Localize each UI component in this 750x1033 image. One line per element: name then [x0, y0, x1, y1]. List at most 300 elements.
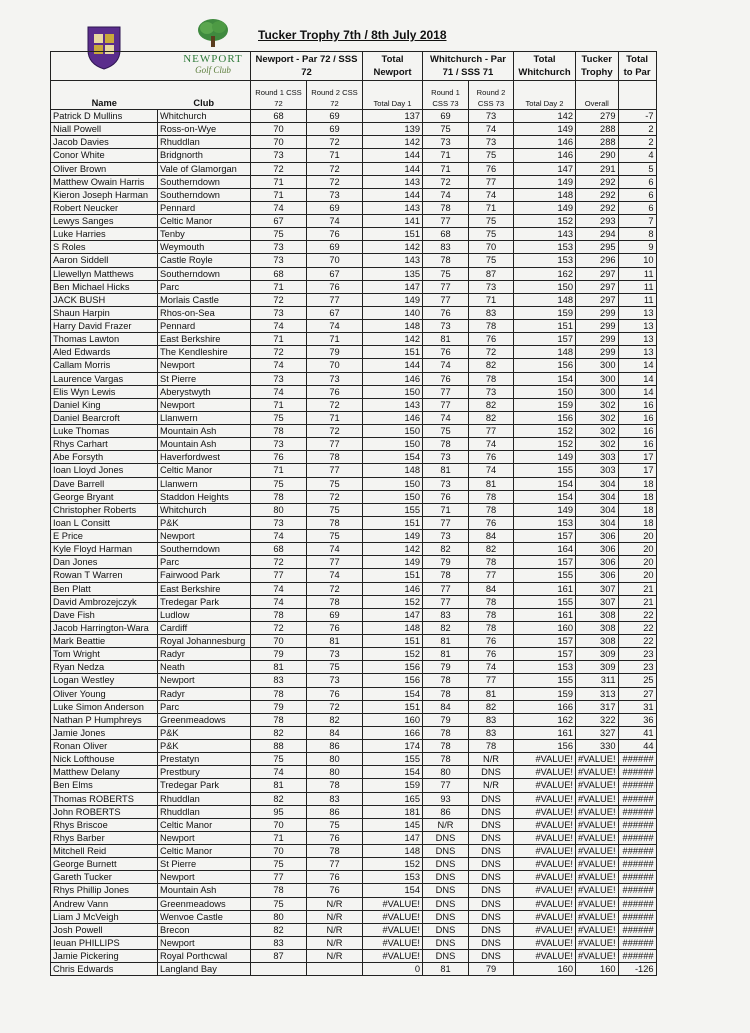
total-day1: 155: [363, 753, 423, 766]
player-club: Pennard: [158, 201, 251, 214]
round2-newport: 80: [307, 753, 363, 766]
round2-newport: 72: [307, 582, 363, 595]
round1-newport: 77: [251, 569, 307, 582]
round2-newport: 72: [307, 490, 363, 503]
round1-newport: 74: [251, 385, 307, 398]
player-club: Radyr: [158, 648, 251, 661]
table-row: [51, 700, 657, 713]
table-row: [51, 280, 657, 293]
total-to-par: 16: [618, 438, 656, 451]
overall-score: 299: [576, 346, 619, 359]
total-day2: 157: [514, 530, 576, 543]
round1-css72-header: Round 1 CSS 72: [251, 81, 307, 110]
player-club: Fairwood Park: [158, 569, 251, 582]
total-to-par: ######: [618, 792, 656, 805]
player-name: Rhys Carhart: [51, 438, 158, 451]
total-day2: 152: [514, 438, 576, 451]
round2-newport: 72: [307, 136, 363, 149]
total-day1: 153: [363, 871, 423, 884]
overall-score: 292: [576, 175, 619, 188]
tucker-trophy-header: Tucker Trophy: [576, 52, 619, 81]
round2-whitchurch: 75: [469, 228, 514, 241]
round2-newport: 82: [307, 713, 363, 726]
round2-newport: N/R: [307, 897, 363, 910]
overall-score: 292: [576, 188, 619, 201]
total-day1: 160: [363, 713, 423, 726]
round1-whitchurch: 78: [423, 438, 469, 451]
total-day2: #VALUE!: [514, 871, 576, 884]
round2-whitchurch: 79: [469, 963, 514, 976]
overall-score: 304: [576, 503, 619, 516]
round2-newport: 77: [307, 858, 363, 871]
player-club: Royal Porthcwal: [158, 950, 251, 963]
player-club: Rhos-on-Sea: [158, 306, 251, 319]
total-whitchurch-header: Total Whitchurch: [514, 52, 576, 81]
player-club: Weymouth: [158, 241, 251, 254]
table-row: [51, 871, 657, 884]
total-day2: 146: [514, 149, 576, 162]
overall-score: 297: [576, 293, 619, 306]
total-day2: 148: [514, 346, 576, 359]
overall-header: Overall: [576, 81, 619, 110]
total-day2: #VALUE!: [514, 884, 576, 897]
total-day1: #VALUE!: [363, 910, 423, 923]
player-name: Luke Thomas: [51, 425, 158, 438]
round2-whitchurch: 82: [469, 543, 514, 556]
table-row: [51, 569, 657, 582]
overall-score: #VALUE!: [576, 936, 619, 949]
total-to-par: 8: [618, 228, 656, 241]
table-row: [51, 464, 657, 477]
overall-score: 302: [576, 411, 619, 424]
round1-newport: 78: [251, 490, 307, 503]
total-day2: 160: [514, 963, 576, 976]
overall-score: #VALUE!: [576, 753, 619, 766]
table-row: [51, 149, 657, 162]
round1-newport: 77: [251, 871, 307, 884]
overall-score: #VALUE!: [576, 910, 619, 923]
total-day1: 147: [363, 280, 423, 293]
total-day1: 154: [363, 687, 423, 700]
round1-whitchurch: 77: [423, 779, 469, 792]
round1-whitchurch: DNS: [423, 923, 469, 936]
total-to-par: 16: [618, 425, 656, 438]
total-to-par: 20: [618, 556, 656, 569]
total-to-par: ######: [618, 884, 656, 897]
player-name: Dave Fish: [51, 608, 158, 621]
total-to-par: 20: [618, 543, 656, 556]
table-row: [51, 228, 657, 241]
total-day1: 137: [363, 110, 423, 123]
total-day1: 147: [363, 608, 423, 621]
overall-score: 309: [576, 648, 619, 661]
name-header: Name: [51, 81, 158, 110]
player-club: St Pierre: [158, 858, 251, 871]
total-to-par: 17: [618, 464, 656, 477]
player-club: Wenvoe Castle: [158, 910, 251, 923]
player-name: Logan Westley: [51, 674, 158, 687]
table-row: [51, 923, 657, 936]
round1-whitchurch: DNS: [423, 936, 469, 949]
total-day2: 149: [514, 201, 576, 214]
round1-whitchurch: 76: [423, 372, 469, 385]
round1-whitchurch: 79: [423, 661, 469, 674]
player-club: Parc: [158, 280, 251, 293]
player-name: Conor White: [51, 149, 158, 162]
round2-whitchurch: DNS: [469, 766, 514, 779]
round1-newport: 71: [251, 175, 307, 188]
overall-score: 297: [576, 280, 619, 293]
table-row: [51, 543, 657, 556]
round2-newport: 78: [307, 516, 363, 529]
round2-newport: 76: [307, 228, 363, 241]
round1-newport: 72: [251, 162, 307, 175]
round2-newport: 74: [307, 215, 363, 228]
round2-whitchurch: 76: [469, 451, 514, 464]
overall-score: 322: [576, 713, 619, 726]
table-row: [51, 516, 657, 529]
round1-whitchurch: DNS: [423, 950, 469, 963]
player-name: Laurence Vargas: [51, 372, 158, 385]
total-day2: #VALUE!: [514, 950, 576, 963]
player-club: Llanwern: [158, 477, 251, 490]
player-club: Cardiff: [158, 621, 251, 634]
total-day2: 151: [514, 320, 576, 333]
overall-score: 304: [576, 516, 619, 529]
total-day2: 152: [514, 425, 576, 438]
total-to-par: 11: [618, 293, 656, 306]
total-day2: 155: [514, 464, 576, 477]
player-club: Rhuddlan: [158, 792, 251, 805]
total-day1: 0: [363, 963, 423, 976]
table-row: [51, 897, 657, 910]
round1-newport: 73: [251, 438, 307, 451]
total-to-par: 27: [618, 687, 656, 700]
overall-score: 306: [576, 543, 619, 556]
total-day1: 143: [363, 254, 423, 267]
player-name: Lewys Sanges: [51, 215, 158, 228]
total-day2: 153: [514, 516, 576, 529]
round2-whitchurch: 78: [469, 556, 514, 569]
round1-newport: 75: [251, 228, 307, 241]
overall-score: 296: [576, 254, 619, 267]
player-name: Oliver Brown: [51, 162, 158, 175]
total-day2: 161: [514, 608, 576, 621]
player-name: Ioan L Consitt: [51, 516, 158, 529]
total-to-par: ######: [618, 818, 656, 831]
player-club: Mountain Ash: [158, 438, 251, 451]
overall-score: 330: [576, 740, 619, 753]
round1-newport: 87: [251, 950, 307, 963]
round2-whitchurch: 78: [469, 320, 514, 333]
overall-score: #VALUE!: [576, 897, 619, 910]
total-to-par: 14: [618, 385, 656, 398]
table-row: [51, 372, 657, 385]
table-row: [51, 320, 657, 333]
player-name: Ioan Lloyd Jones: [51, 464, 158, 477]
round1-newport: 73: [251, 241, 307, 254]
player-club: Newport: [158, 530, 251, 543]
round1-whitchurch: 81: [423, 963, 469, 976]
round2-newport: 86: [307, 805, 363, 818]
total-day2: 157: [514, 648, 576, 661]
round1-newport: 74: [251, 201, 307, 214]
player-club: Castle Royle: [158, 254, 251, 267]
player-club: Whitchurch: [158, 110, 251, 123]
total-day2: 164: [514, 543, 576, 556]
table-row: [51, 556, 657, 569]
player-club: Staddon Heights: [158, 490, 251, 503]
round2-newport: 77: [307, 438, 363, 451]
whitchurch-header: Whitchurch - Par 71 / SSS 71: [423, 52, 514, 81]
round2-whitchurch: 82: [469, 398, 514, 411]
round2-whitchurch: 81: [469, 477, 514, 490]
total-day2: 147: [514, 162, 576, 175]
table-row: [51, 162, 657, 175]
round1-newport: 78: [251, 687, 307, 700]
total-to-par: 13: [618, 306, 656, 319]
total-day2: 153: [514, 241, 576, 254]
round1-whitchurch: 77: [423, 516, 469, 529]
total-to-par: 22: [618, 635, 656, 648]
total-day2: 155: [514, 569, 576, 582]
overall-score: 288: [576, 136, 619, 149]
round2-newport: 86: [307, 740, 363, 753]
player-name: Jacob Davies: [51, 136, 158, 149]
total-to-par: 20: [618, 530, 656, 543]
page-title: Tucker Trophy 7th / 8th July 2018: [258, 28, 447, 42]
header-row-bottom: [51, 81, 657, 110]
player-name: Jacob Harrington-Wara: [51, 621, 158, 634]
round1-newport: 80: [251, 503, 307, 516]
total-day1: #VALUE!: [363, 950, 423, 963]
round2-whitchurch: 78: [469, 621, 514, 634]
round2-whitchurch: DNS: [469, 805, 514, 818]
round1-whitchurch: DNS: [423, 845, 469, 858]
round1-whitchurch: 71: [423, 503, 469, 516]
player-name: E Price: [51, 530, 158, 543]
round1-newport: 74: [251, 582, 307, 595]
round2-whitchurch: 82: [469, 359, 514, 372]
round2-newport: 71: [307, 411, 363, 424]
round1-whitchurch: DNS: [423, 897, 469, 910]
player-club: Greenmeadows: [158, 713, 251, 726]
total-to-par: 10: [618, 254, 656, 267]
round1-newport: 71: [251, 398, 307, 411]
round2-newport: 78: [307, 779, 363, 792]
round2-whitchurch: 82: [469, 700, 514, 713]
total-day1: 149: [363, 293, 423, 306]
player-name: Shaun Harpin: [51, 306, 158, 319]
table-row: [51, 293, 657, 306]
round1-whitchurch: 71: [423, 149, 469, 162]
round2-whitchurch: 76: [469, 333, 514, 346]
table-row: [51, 188, 657, 201]
total-day1: 146: [363, 411, 423, 424]
total-day1: 148: [363, 621, 423, 634]
round2-newport: N/R: [307, 923, 363, 936]
overall-score: 302: [576, 438, 619, 451]
round1-newport: 70: [251, 818, 307, 831]
total-day1: 150: [363, 425, 423, 438]
table-row: [51, 621, 657, 634]
total-day1: 149: [363, 556, 423, 569]
player-name: Jamie Pickering: [51, 950, 158, 963]
player-name: Kyle Floyd Harman: [51, 543, 158, 556]
round2-newport: 76: [307, 687, 363, 700]
round2-whitchurch: DNS: [469, 845, 514, 858]
player-club: Rhuddlan: [158, 805, 251, 818]
round2-whitchurch: DNS: [469, 792, 514, 805]
round1-newport: 82: [251, 923, 307, 936]
table-row: [51, 411, 657, 424]
round1-newport: 73: [251, 372, 307, 385]
total-day2: 156: [514, 411, 576, 424]
player-club: Mountain Ash: [158, 425, 251, 438]
player-name: Jamie Jones: [51, 726, 158, 739]
tree-icon: [196, 18, 230, 48]
table-row: [51, 530, 657, 543]
round2-whitchurch: 78: [469, 595, 514, 608]
round1-whitchurch: 79: [423, 556, 469, 569]
round1-newport: 74: [251, 595, 307, 608]
round2-newport: 73: [307, 372, 363, 385]
player-name: Rhys Barber: [51, 831, 158, 844]
total-day1: 150: [363, 385, 423, 398]
round2-newport: 74: [307, 543, 363, 556]
table-row: [51, 438, 657, 451]
round1-whitchurch: 86: [423, 805, 469, 818]
overall-score: 295: [576, 241, 619, 254]
table-row: [51, 267, 657, 280]
player-club: Radyr: [158, 687, 251, 700]
total-day1: 147: [363, 831, 423, 844]
round2-whitchurch: DNS: [469, 936, 514, 949]
round2-newport: N/R: [307, 950, 363, 963]
total-day1: 142: [363, 543, 423, 556]
overall-score: #VALUE!: [576, 805, 619, 818]
total-to-par: 23: [618, 648, 656, 661]
table-row: [51, 110, 657, 123]
round1-whitchurch: 77: [423, 293, 469, 306]
round2-newport: 76: [307, 871, 363, 884]
player-club: Brecon: [158, 923, 251, 936]
round1-newport: 72: [251, 293, 307, 306]
overall-score: #VALUE!: [576, 779, 619, 792]
round2-whitchurch: 83: [469, 306, 514, 319]
total-day2: 157: [514, 556, 576, 569]
round2-whitchurch: 77: [469, 425, 514, 438]
player-name: Luke Simon Anderson: [51, 700, 158, 713]
round2-newport: 67: [307, 306, 363, 319]
total-day2: 160: [514, 621, 576, 634]
overall-score: 313: [576, 687, 619, 700]
round1-whitchurch: 83: [423, 241, 469, 254]
total-day2: #VALUE!: [514, 766, 576, 779]
total-day2-header: Total Day 2: [514, 81, 576, 110]
round1-whitchurch: 75: [423, 123, 469, 136]
round1-newport: 82: [251, 726, 307, 739]
overall-score: 304: [576, 490, 619, 503]
player-name: Liam J McVeigh: [51, 910, 158, 923]
round2-whitchurch: 72: [469, 346, 514, 359]
total-day2: #VALUE!: [514, 805, 576, 818]
table-row: [51, 136, 657, 149]
total-day2: 148: [514, 293, 576, 306]
player-name: Harry David Frazer: [51, 320, 158, 333]
round1-whitchurch: DNS: [423, 871, 469, 884]
overall-score: 307: [576, 582, 619, 595]
total-day2: 157: [514, 333, 576, 346]
round2-whitchurch: 73: [469, 136, 514, 149]
total-day1: 149: [363, 530, 423, 543]
round2-whitchurch: DNS: [469, 858, 514, 871]
round2-whitchurch: DNS: [469, 871, 514, 884]
round1-newport: 72: [251, 621, 307, 634]
overall-score: 297: [576, 267, 619, 280]
round2-whitchurch: 70: [469, 241, 514, 254]
round2-whitchurch: 77: [469, 569, 514, 582]
total-to-par: 18: [618, 490, 656, 503]
total-day2: 166: [514, 700, 576, 713]
round2-whitchurch: 76: [469, 162, 514, 175]
total-day2: 154: [514, 372, 576, 385]
total-day1: 165: [363, 792, 423, 805]
table-row: [51, 858, 657, 871]
round2-css73-header: Round 2 CSS 73: [469, 81, 514, 110]
player-name: Mitchell Reid: [51, 845, 158, 858]
table-row: [51, 490, 657, 503]
round1-whitchurch: 76: [423, 346, 469, 359]
round1-newport: 74: [251, 530, 307, 543]
overall-score: 303: [576, 451, 619, 464]
round2-whitchurch: 83: [469, 726, 514, 739]
player-club: Newport: [158, 831, 251, 844]
round1-newport: 70: [251, 845, 307, 858]
player-club: Newport: [158, 936, 251, 949]
total-day1: 174: [363, 740, 423, 753]
round1-newport: 75: [251, 897, 307, 910]
player-name: George Bryant: [51, 490, 158, 503]
round2-whitchurch: 76: [469, 635, 514, 648]
round1-whitchurch: 81: [423, 648, 469, 661]
overall-score: 311: [576, 674, 619, 687]
total-day1: 144: [363, 188, 423, 201]
round1-whitchurch: 74: [423, 188, 469, 201]
total-day2: #VALUE!: [514, 845, 576, 858]
table-row: [51, 346, 657, 359]
round1-whitchurch: 78: [423, 753, 469, 766]
total-day2: 152: [514, 215, 576, 228]
player-club: Greenmeadows: [158, 897, 251, 910]
round2-whitchurch: 78: [469, 490, 514, 503]
player-club: Bridgnorth: [158, 149, 251, 162]
round1-whitchurch: DNS: [423, 831, 469, 844]
player-club: Haverfordwest: [158, 451, 251, 464]
player-club: Pennard: [158, 320, 251, 333]
overall-score: #VALUE!: [576, 831, 619, 844]
round2-newport: 77: [307, 293, 363, 306]
round2-whitchurch: 87: [469, 267, 514, 280]
round1-whitchurch: 77: [423, 595, 469, 608]
player-name: Tom Wright: [51, 648, 158, 661]
total-to-par: 4: [618, 149, 656, 162]
table-row: [51, 779, 657, 792]
club-header: Club: [158, 81, 251, 110]
table-row: [51, 884, 657, 897]
total-day2: 143: [514, 228, 576, 241]
round2-newport: 76: [307, 621, 363, 634]
